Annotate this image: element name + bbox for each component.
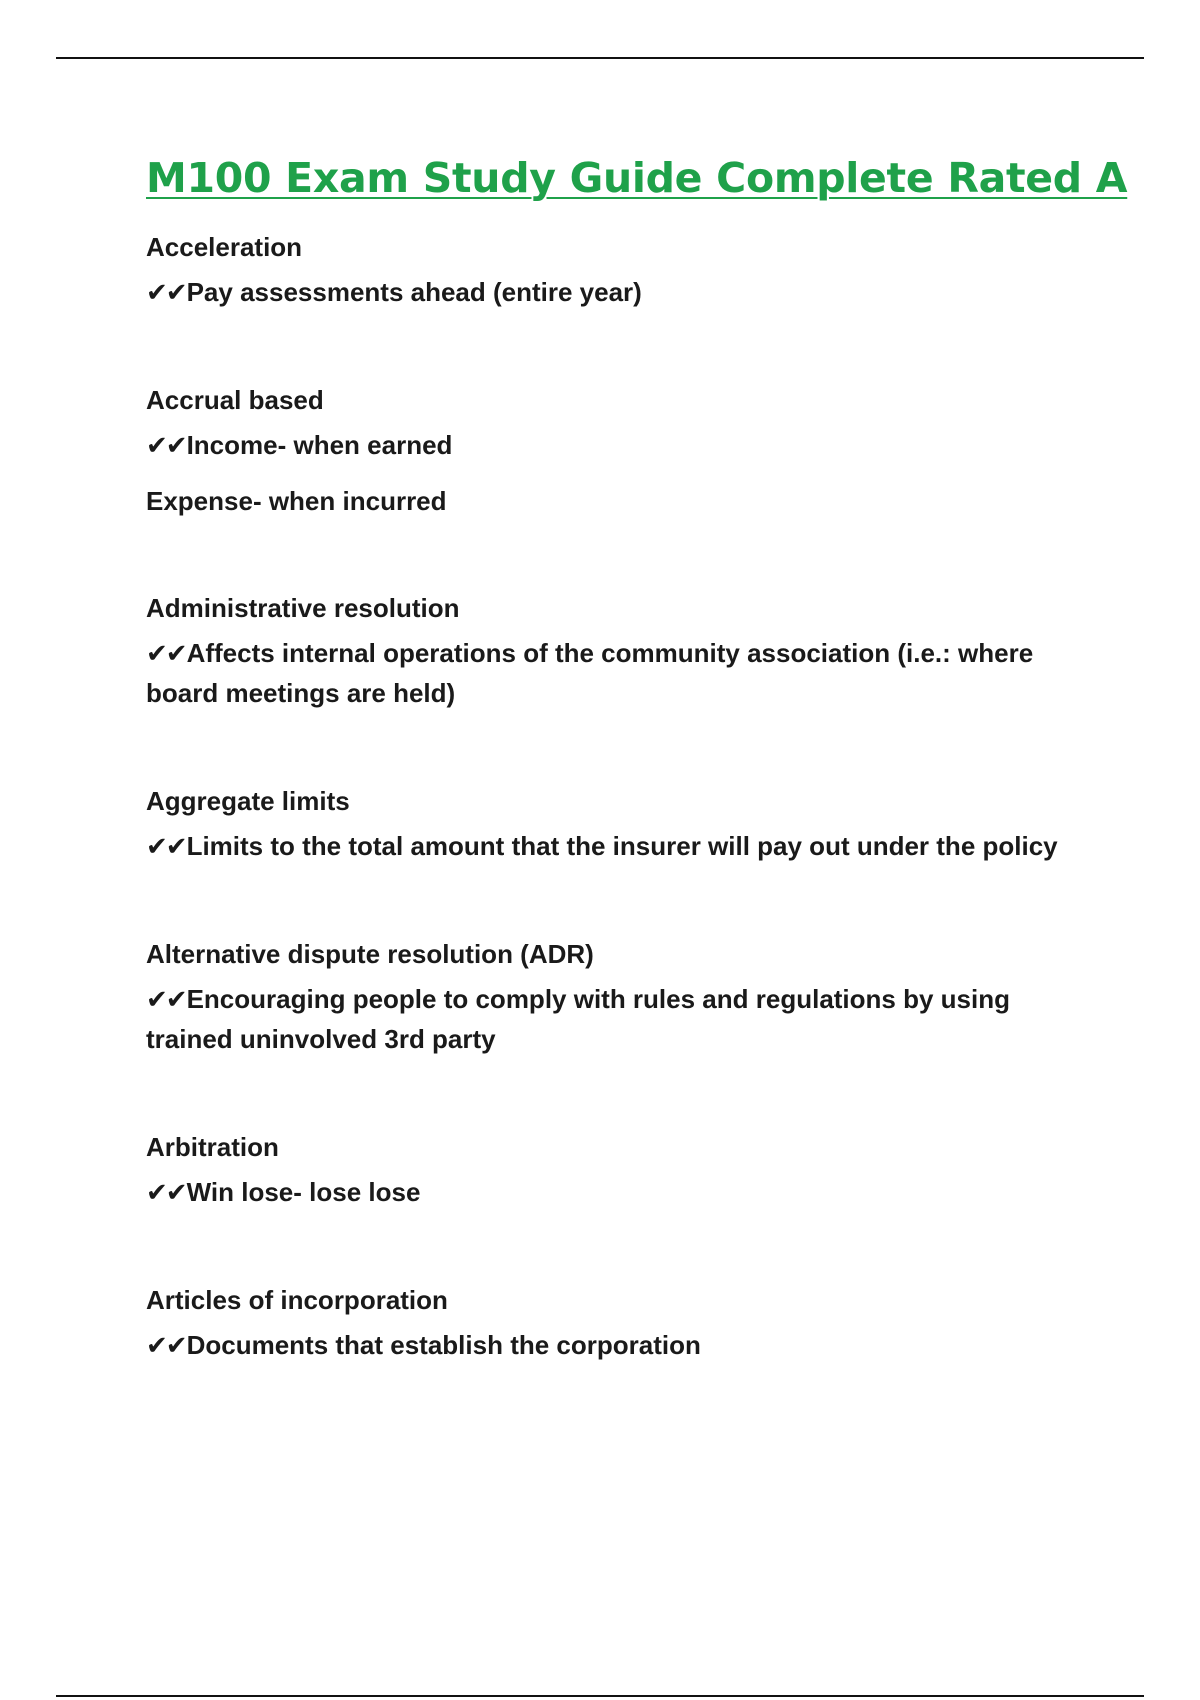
definition-text: Encouraging people to comply with rules and regulations by using trained uninvolved 3rd party: [146, 984, 1010, 1054]
double-check-icon: ✔✔: [146, 1177, 186, 1207]
definition-text: Income- when earned: [186, 430, 453, 460]
term-administrative-resolution: Administrative resolution: [146, 593, 460, 623]
definition-text: Win lose- lose lose: [186, 1177, 421, 1207]
double-check-icon: ✔✔: [146, 638, 186, 668]
double-check-icon: ✔✔: [146, 1330, 186, 1360]
definition: [146, 826, 1081, 866]
term-acceleration: Acceleration: [146, 232, 303, 262]
definition-text: Limits to the total amount that the insurer will pay out under the policy: [186, 831, 1058, 861]
definition: [146, 425, 1081, 465]
glossary-entry: [146, 782, 1096, 866]
term-accrual-based: Accrual based: [146, 385, 324, 415]
glossary-list: [146, 228, 1096, 1365]
document-title: M100 Exam Study Guide Complete Rated A: [146, 154, 1128, 202]
glossary-entry: [146, 381, 1096, 520]
glossary-entry: [146, 228, 1096, 312]
glossary-entry: [146, 935, 1096, 1059]
definition: [146, 1172, 1081, 1212]
definition: [146, 1325, 1081, 1365]
double-check-icon: ✔✔: [146, 984, 186, 1014]
glossary-entry: [146, 1281, 1096, 1365]
term-articles-of-incorporation: Articles of incorporation: [146, 1285, 448, 1315]
bottom-rule: [56, 1695, 1144, 1697]
definition: [146, 633, 1081, 713]
definition-extra-line: Expense- when incurred: [146, 486, 447, 516]
top-rule: [56, 57, 1144, 59]
double-check-icon: ✔✔: [146, 831, 186, 861]
double-check-icon: ✔✔: [146, 430, 186, 460]
glossary-entry: [146, 589, 1096, 713]
definition: [146, 979, 1081, 1059]
study-guide-page: [146, 150, 1128, 1434]
definition-text: Pay assessments ahead (entire year): [186, 277, 642, 307]
definition: [146, 272, 1081, 312]
double-check-icon: ✔✔: [146, 277, 186, 307]
term-arbitration: Arbitration: [146, 1132, 279, 1162]
definition-text: Affects internal operations of the community association (i.e.: where board meetings are held): [146, 638, 1034, 708]
definition-text: Documents that establish the corporation: [186, 1330, 701, 1360]
term-aggregate-limits: Aggregate limits: [146, 786, 350, 816]
term-alternative-dispute-resolution: Alternative dispute resolution (ADR): [146, 939, 594, 969]
glossary-entry: [146, 1128, 1096, 1212]
